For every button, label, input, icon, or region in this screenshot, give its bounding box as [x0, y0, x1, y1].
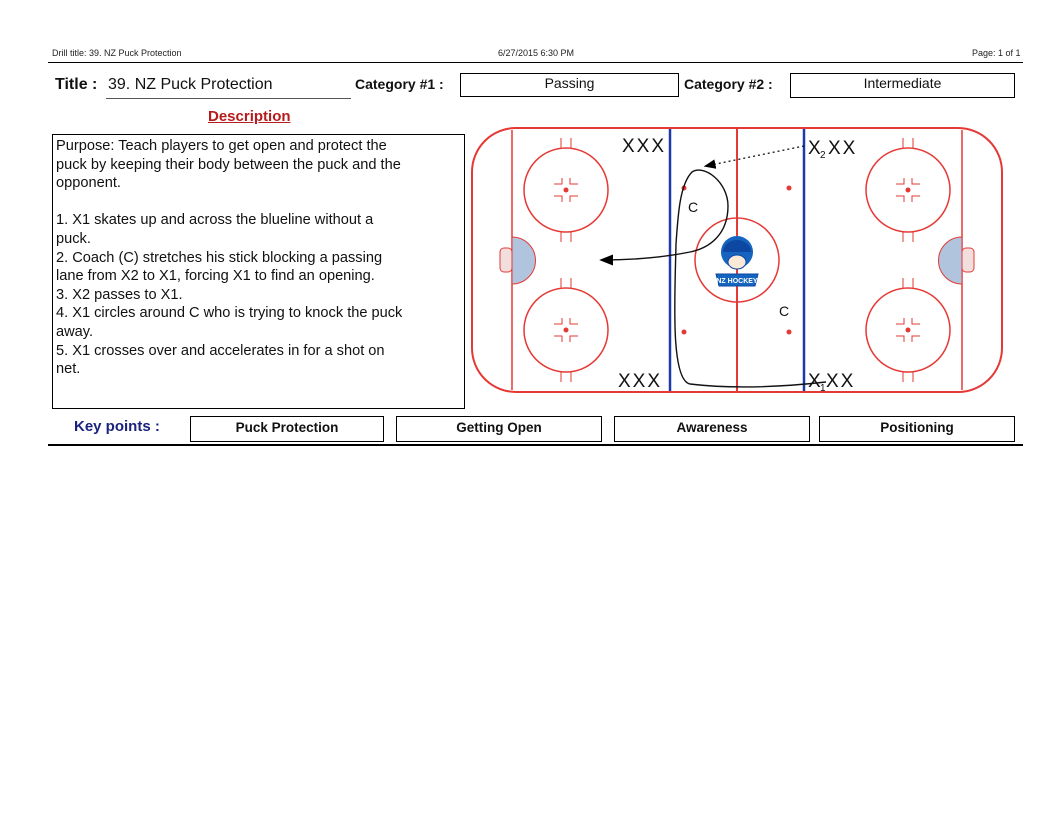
key-point-item: Awareness	[614, 416, 810, 442]
title-label: Title :	[55, 76, 98, 93]
page-number: Page: 1 of 1	[972, 48, 1021, 58]
goal-net-left	[500, 248, 512, 272]
description-line: 3. X2 passes to X1.	[56, 286, 183, 303]
description-line: away.	[56, 323, 94, 340]
player-x1-subscript: 1	[820, 383, 826, 394]
drill-title-header: Drill title: 39. NZ Puck Protection	[52, 48, 182, 58]
players-bottom-right: XX	[826, 371, 856, 392]
key-point-item: Puck Protection	[190, 416, 384, 442]
rink-diagram	[470, 124, 1006, 396]
key-points-label: Key points :	[74, 418, 160, 435]
description-line: 4. X1 circles around C who is trying to knock the puck	[56, 305, 403, 322]
description-line: puck by keeping their body between the puck and the	[56, 156, 401, 173]
description-line: lane from X2 to X1, forcing X1 to find an opening.	[56, 268, 375, 285]
player-x2: X	[808, 138, 821, 159]
players-bottom-left: XXX	[618, 371, 663, 392]
players-top-right: XX	[828, 138, 858, 159]
description-line: puck.	[56, 230, 91, 247]
description-line: opponent.	[56, 175, 121, 192]
description-line: 1. X1 skates up and across the blueline without a	[56, 212, 374, 229]
coach-upper: C	[688, 199, 699, 215]
description-heading: Description	[208, 108, 291, 125]
description-line: 5. X1 crosses over and accelerates in for a shot on	[56, 342, 385, 359]
category1-label: Category #1 :	[355, 76, 444, 92]
category2-label: Category #2 :	[684, 76, 773, 92]
faceoff-dot	[787, 186, 792, 191]
logo-text: NZ HOCKEY	[716, 278, 758, 285]
faceoff-dot	[787, 330, 792, 335]
key-point-item: Positioning	[819, 416, 1015, 442]
faceoff-dot	[682, 330, 687, 335]
title-value: 39. NZ Puck Protection	[106, 76, 351, 99]
key-point-item: Getting Open	[396, 416, 602, 442]
goal-net-right	[962, 248, 974, 272]
header-rule	[48, 62, 1023, 63]
description-line: net.	[56, 361, 81, 378]
description-box	[52, 134, 465, 409]
footer-rule	[48, 444, 1023, 446]
player-x1: X	[808, 371, 821, 392]
players-top-left: XXX	[622, 136, 667, 157]
category2-value: Intermediate	[790, 73, 1015, 98]
category1-value: Passing	[460, 73, 679, 97]
description-line: 2. Coach (C) stretches his stick blocking a passing	[56, 249, 383, 266]
print-datetime: 6/27/2015 6:30 PM	[498, 48, 575, 58]
coach-lower: C	[779, 303, 790, 319]
player-x2-subscript: 2	[820, 150, 826, 161]
description-line: Purpose: Teach players to get open and protect the	[56, 138, 387, 154]
